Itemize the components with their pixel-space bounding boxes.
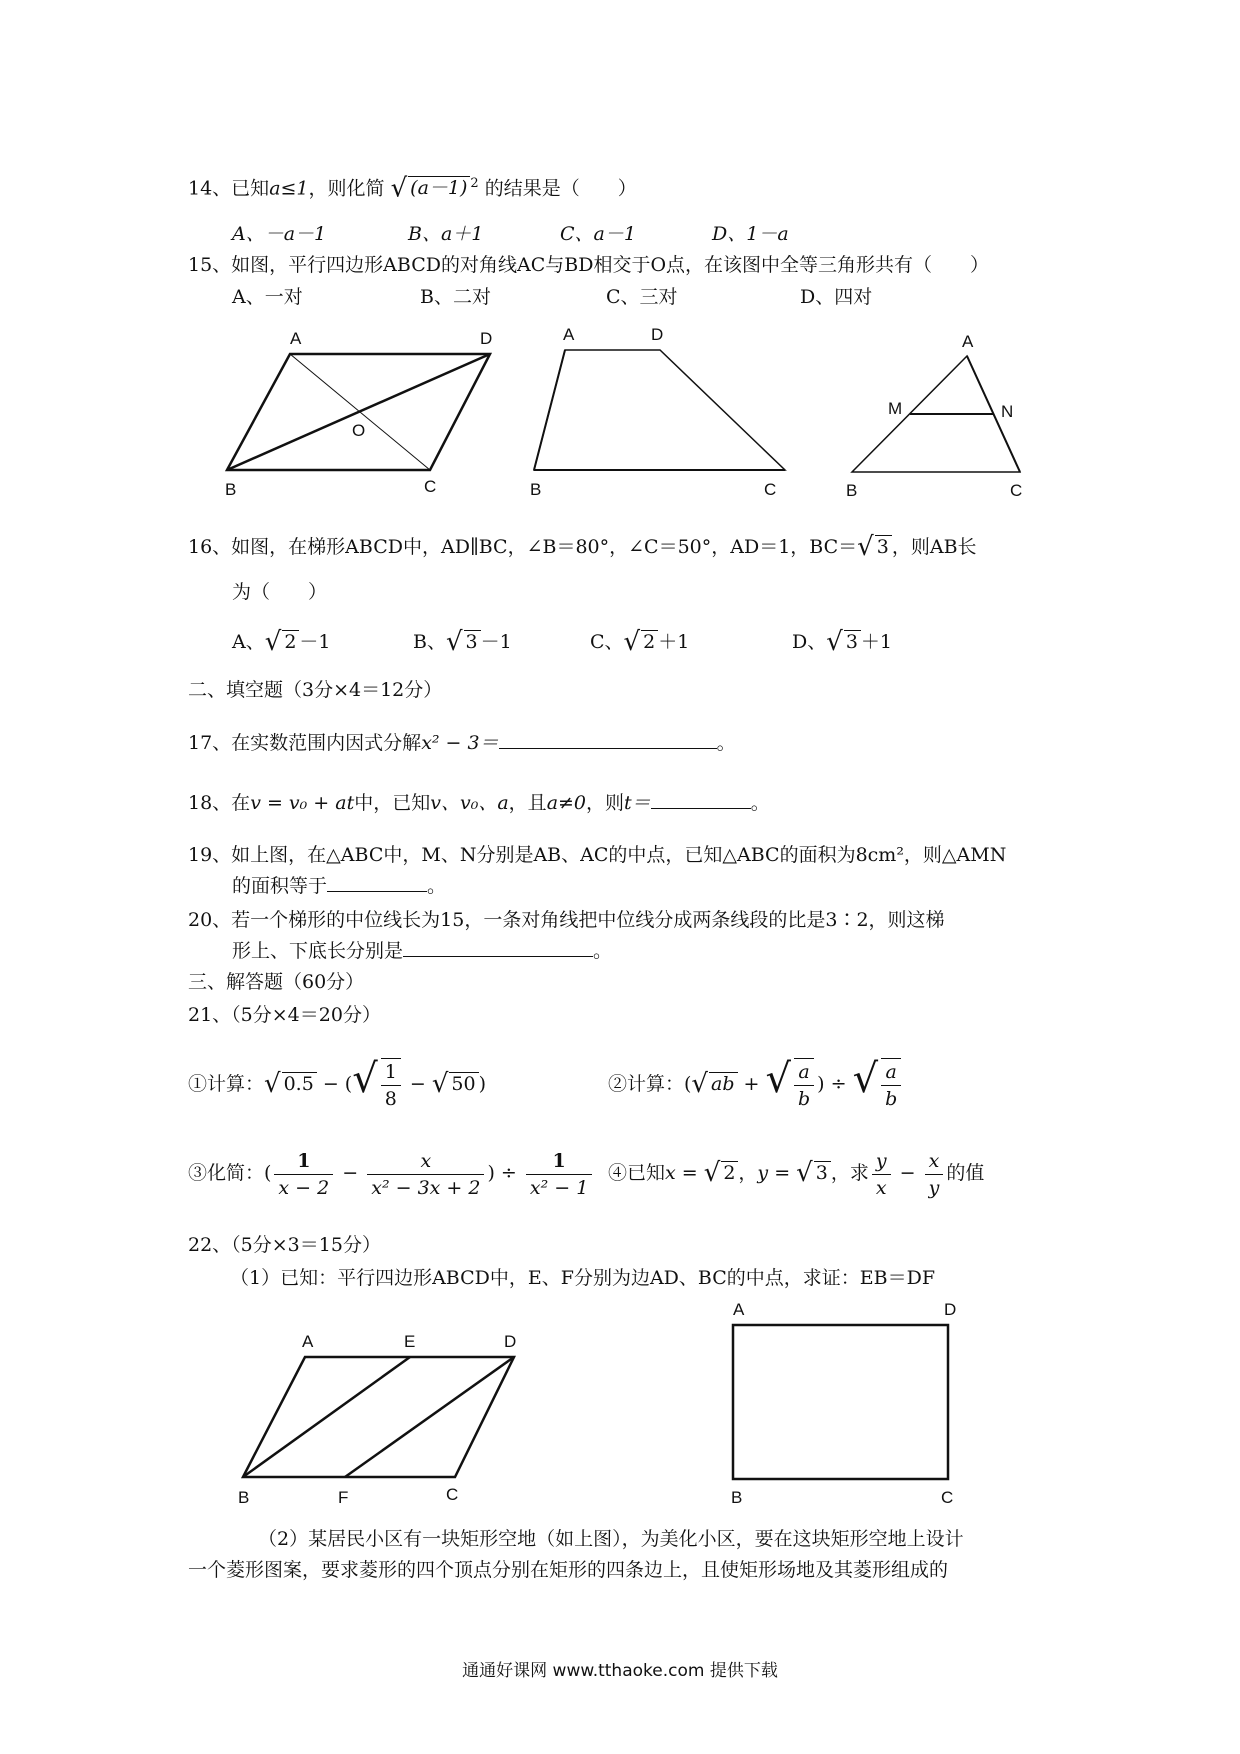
q14-condition: a≤1 — [269, 177, 309, 200]
q18-vars: v、v₀、a — [430, 792, 509, 814]
radical-sign: √ — [796, 1158, 813, 1188]
parallelogram-outline — [243, 1357, 514, 1477]
q21-part1 — [188, 1054, 486, 1114]
part1-minus-2: − — [403, 1073, 432, 1095]
q19-line2 — [232, 873, 446, 898]
label-b: B — [530, 480, 542, 499]
q16-text-b: ，则AB长 — [891, 536, 977, 558]
numerator: a — [881, 1059, 901, 1086]
q18-mid2: ，且 — [508, 792, 547, 814]
q17-suffix: 。 — [716, 732, 736, 754]
q16-text-a: 16、如图，在梯形ABCD中，AD∥BC，∠B＝80°，∠C＝50°，AD＝1，BC＝ — [188, 536, 858, 558]
trapezoid-left-side — [534, 350, 565, 470]
q17-expression: x² − 3＝ — [421, 732, 499, 754]
part4-x: x = — [665, 1162, 704, 1184]
q22-part2-line1: （2）某居民小区有一块矩形空地（如上图），为美化小区，要在这块矩形空地上设计 — [258, 1528, 964, 1550]
part3-label: ③化简：( — [188, 1162, 272, 1184]
q18-suffix: 。 — [750, 792, 770, 814]
label-c: C — [446, 1485, 459, 1504]
option-label: A、 — [232, 631, 265, 653]
q17-answer-blank[interactable] — [499, 730, 717, 749]
q14-exponent: 2 — [470, 176, 479, 191]
radical-sign: √ — [431, 1069, 449, 1099]
q14-option-b: B、a＋1 — [408, 223, 484, 245]
q15-option-b: B、二对 — [420, 286, 491, 308]
q20-line1: 20、若一个梯形的中位线长为15，一条对角线把中位线分成两条线段的比是3∶2，则这梯 — [188, 909, 945, 931]
q18-answer-blank[interactable] — [651, 790, 751, 809]
label-d: D — [480, 329, 493, 348]
part1-minus: − ( — [316, 1073, 353, 1095]
radical-sign: √ — [826, 627, 843, 657]
part4-tail: 的值 — [946, 1162, 985, 1184]
q20-text: 形上、下底长分别是 — [232, 940, 404, 962]
q20-line2 — [232, 938, 612, 963]
q19-answer-blank[interactable] — [327, 873, 427, 892]
numerator: x — [367, 1148, 484, 1175]
numerator: 1 — [274, 1148, 333, 1175]
label-a: A — [302, 1332, 314, 1351]
option-radicand: 3 — [464, 630, 481, 653]
q18-mid3: ，则 — [586, 792, 625, 814]
q17-prefix: 17、在实数范围内因式分解 — [188, 732, 422, 754]
part4-y: y = — [757, 1162, 797, 1184]
part4-x-radicand: 2 — [721, 1161, 738, 1184]
denominator: x² − 3x + 2 — [371, 1176, 481, 1199]
q14-mid: ，则化简 — [308, 177, 385, 200]
label-c: C — [764, 480, 777, 499]
option-label: B、 — [413, 631, 446, 653]
label-n: N — [1001, 402, 1014, 421]
trapezoid-outline — [534, 350, 785, 470]
label-d: D — [651, 325, 664, 344]
numerator: 1 — [381, 1059, 401, 1086]
q21-part3 — [188, 1143, 595, 1203]
rectangle-figure — [731, 1300, 956, 1507]
diagonal-bd — [227, 354, 490, 470]
q18-condition: a≠0 — [546, 792, 587, 814]
parallelogram-figure — [225, 329, 492, 499]
part4-ask: ，求 — [830, 1162, 869, 1184]
denominator: x − 2 — [278, 1176, 330, 1199]
part2-divide: ) ÷ — [817, 1073, 853, 1095]
radical-sign: √ — [703, 1158, 721, 1188]
label-c: C — [1010, 481, 1023, 500]
trapezoid-figure — [530, 325, 785, 499]
q15-option-a: A、一对 — [232, 286, 303, 308]
option-tail: ＋1 — [860, 631, 892, 653]
part3-divide: ) ÷ — [487, 1162, 523, 1184]
label-o: O — [352, 421, 366, 440]
q19-line1: 19、如上图，在△ABC中，M、N分别是AB、AC的中点，已知△ABC的面积为8cm²，则△AMN — [188, 844, 1007, 866]
label-e: E — [404, 1332, 416, 1351]
part3-fraction-1 — [274, 1148, 333, 1201]
part3-fraction-2 — [367, 1148, 484, 1201]
denominator: x² − 1 — [529, 1176, 589, 1199]
q15-question: 15、如图，平行四边形ABCD的对角线AC与BD相交于O点，在该图中全等三角形共有（ ） — [188, 254, 990, 276]
q21-header: 21、（5分×4＝20分） — [188, 1004, 381, 1026]
label-b: B — [225, 480, 237, 499]
label-m: M — [888, 399, 903, 418]
numerator: x — [925, 1148, 944, 1175]
q16-bc-radicand: 3 — [875, 535, 892, 558]
segment-df — [345, 1357, 514, 1477]
triangle-figure — [846, 332, 1022, 500]
radical-sign: √ — [264, 627, 282, 657]
part4-label: ④已知 — [608, 1162, 666, 1184]
label-a: A — [733, 1300, 745, 1319]
radical-sign: √ — [445, 627, 463, 657]
denominator: b — [798, 1088, 811, 1110]
denominator: y — [928, 1176, 940, 1199]
part1-radicand-2: 50 — [449, 1072, 478, 1095]
q19-text: 的面积等于 — [232, 875, 328, 897]
part4-fraction-1 — [872, 1148, 891, 1201]
label-b: B — [846, 481, 858, 500]
rectangle-outline — [733, 1325, 948, 1479]
denominator: b — [885, 1088, 898, 1110]
radical-sign: √ — [857, 532, 874, 562]
radical-sign: √ — [691, 1069, 708, 1099]
q16-option-c — [590, 627, 690, 657]
segment-eb — [243, 1357, 410, 1477]
label-d: D — [504, 1332, 517, 1351]
numerator: 1 — [526, 1148, 592, 1175]
numerator: y — [872, 1148, 891, 1175]
option-tail: －1 — [299, 631, 331, 653]
page-footer: 通通好课网 www.tthaoke.com 提供下载 — [462, 1661, 778, 1681]
radical-sign: √ — [390, 173, 408, 204]
q19-suffix: 。 — [427, 875, 447, 897]
denominator: x — [875, 1176, 887, 1199]
part1-close: ) — [478, 1073, 487, 1095]
part4-minus: − — [893, 1162, 922, 1184]
q18-prefix: 18、在 — [188, 792, 251, 814]
option-radicand: 2 — [282, 630, 299, 653]
q14-suffix: 的结果是（ ） — [484, 177, 637, 200]
radical-sign: √ — [352, 1056, 378, 1102]
q22-part1: （1）已知：平行四边形ABCD中，E、F分别为边AD、BC的中点，求证：EB＝DF — [230, 1267, 936, 1289]
part2-fraction-1 — [794, 1058, 814, 1112]
label-a: A — [290, 329, 302, 348]
numerator: a — [794, 1059, 814, 1086]
radical-sign: √ — [623, 627, 641, 657]
radical-sign: √ — [264, 1069, 281, 1099]
q15-option-d: D、四对 — [800, 286, 873, 308]
label-f: F — [338, 1488, 349, 1507]
denominator: 8 — [384, 1088, 397, 1110]
section-2-heading: 二、填空题（3分×4＝12分） — [188, 679, 443, 701]
part1-radicand-1: 0.5 — [282, 1072, 317, 1095]
q21-part2 — [608, 1054, 904, 1114]
q22-part2-line2: 一个菱形图案，要求菱形的四个顶点分别在矩形的四条边上，且使矩形场地及其菱形组成的 — [188, 1559, 949, 1581]
part2-label: ②计算：( — [608, 1073, 692, 1095]
label-b: B — [731, 1488, 743, 1507]
q14-option-c: C、a－1 — [560, 223, 636, 245]
part4-y-radicand: 3 — [814, 1161, 831, 1184]
part3-fraction-3 — [526, 1148, 592, 1201]
option-label: C、 — [590, 631, 624, 653]
part4-comma: ， — [738, 1162, 758, 1184]
part2-radicand: ab — [709, 1072, 738, 1095]
section-3-heading: 三、解答题（60分） — [188, 971, 365, 993]
option-radicand: 3 — [844, 630, 861, 653]
q18-target: t＝ — [624, 792, 651, 814]
q14-prefix: 14、已知 — [188, 177, 270, 200]
parallelogram-ef-figure — [238, 1332, 516, 1507]
q14-line — [188, 172, 637, 204]
label-d: D — [944, 1300, 957, 1319]
q14-option-a: A、－a－1 — [232, 223, 327, 245]
q18-line — [188, 790, 770, 815]
q14-option-d: D、1－a — [712, 223, 789, 245]
q16-line2: 为（ ） — [232, 581, 328, 603]
option-label: D、 — [792, 631, 827, 653]
q20-answer-blank[interactable] — [403, 938, 593, 957]
radical-sign: √ — [852, 1056, 879, 1102]
figures-row-2 — [0, 1295, 1240, 1520]
q20-suffix: 。 — [593, 940, 613, 962]
option-tail: ＋1 — [658, 631, 690, 653]
q16-line1 — [188, 532, 977, 562]
q16-option-b — [413, 627, 512, 657]
q22-header: 22、（5分×3＝15分） — [188, 1234, 381, 1256]
q18-formula: v = v₀ + at — [250, 792, 355, 814]
q15-option-c: C、三对 — [606, 286, 678, 308]
label-c: C — [424, 477, 437, 496]
q21-part4 — [608, 1143, 984, 1203]
figures-row-1 — [0, 320, 1240, 500]
q16-option-a — [232, 627, 331, 657]
q18-mid: 中，已知 — [354, 792, 431, 814]
q16-option-d — [792, 627, 892, 657]
option-radicand: 2 — [641, 630, 658, 653]
part1-fraction — [381, 1058, 401, 1112]
label-a: A — [563, 325, 575, 344]
part4-fraction-2 — [925, 1148, 944, 1201]
part1-label: ①计算： — [188, 1073, 265, 1095]
radical-sign: √ — [765, 1056, 791, 1102]
label-a: A — [962, 332, 974, 351]
part2-fraction-2 — [881, 1058, 901, 1112]
label-b: B — [238, 1488, 250, 1507]
part2-plus: + — [737, 1073, 766, 1095]
q17-line — [188, 730, 736, 755]
diagonal-ac — [290, 354, 430, 470]
q14-radicand: (a－1) — [408, 176, 470, 199]
option-tail: －1 — [480, 631, 512, 653]
part3-minus: − — [336, 1162, 365, 1184]
label-c: C — [941, 1488, 954, 1507]
